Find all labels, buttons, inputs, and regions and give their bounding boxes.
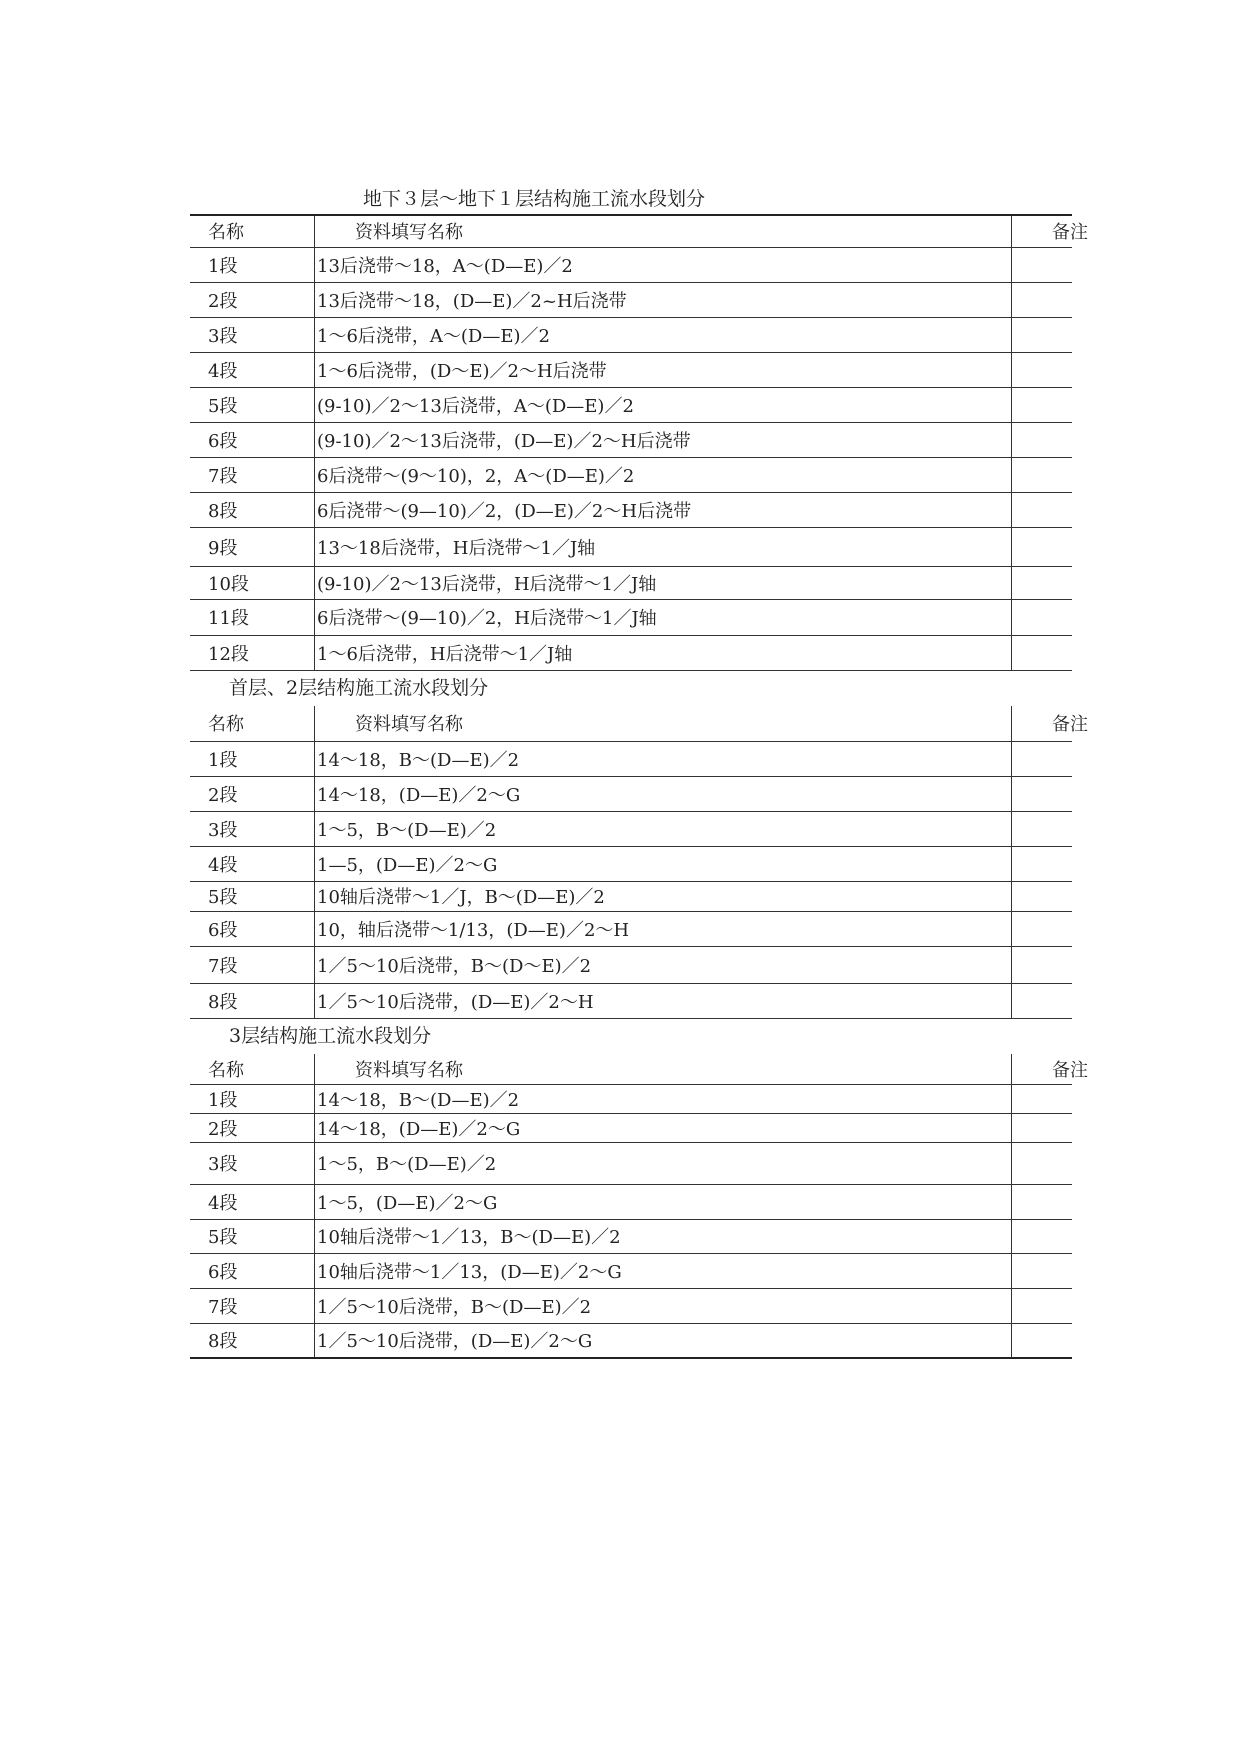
segment-table xyxy=(190,214,1088,671)
table-row xyxy=(190,776,1072,811)
segment-table xyxy=(190,706,1088,1019)
cell-name: 6段 xyxy=(190,911,315,946)
cell-name: 12段 xyxy=(190,635,315,670)
table-row xyxy=(190,457,1072,492)
table-row xyxy=(190,247,1072,282)
cell-desc: 10轴后浇带～1／J，B～(D—E)／2 xyxy=(315,881,1012,911)
table-row xyxy=(190,983,1072,1018)
cell-name: 8段 xyxy=(190,1323,315,1358)
cell-name: 5段 xyxy=(190,1219,315,1253)
cell-name: 8段 xyxy=(190,983,315,1018)
table-row xyxy=(190,282,1072,317)
table-row xyxy=(190,635,1072,670)
cell-note xyxy=(1012,599,1073,635)
cell-name: 7段 xyxy=(190,946,315,983)
table-row xyxy=(190,387,1072,422)
table-row xyxy=(190,911,1072,946)
table-row xyxy=(190,1253,1072,1288)
cell-note xyxy=(1012,881,1073,911)
cell-note xyxy=(1012,811,1073,846)
cell-name: 1段 xyxy=(190,247,315,282)
cell-desc: 10轴后浇带～1／13，B～(D—E)／2 xyxy=(315,1219,1012,1253)
cell-name: 2段 xyxy=(190,1113,315,1142)
header-name: 名称 xyxy=(190,706,315,741)
section-title: 3层结构施工流水段划分 xyxy=(229,1025,432,1047)
table-row xyxy=(190,317,1072,352)
table-row xyxy=(190,1288,1072,1323)
table-header-row xyxy=(190,1054,1072,1084)
cell-desc: 1～5，B～(D—E)／2 xyxy=(315,1142,1012,1184)
section-title: 地下３层～地下１层结构施工流水段划分 xyxy=(363,188,706,210)
table-row xyxy=(190,422,1072,457)
table-row xyxy=(190,741,1072,776)
cell-name: 3段 xyxy=(190,317,315,352)
table-row xyxy=(190,1219,1072,1253)
cell-name: 1段 xyxy=(190,1084,315,1113)
cell-desc: 6后浇带～(9—10)／2，(D—E)／2～H后浇带 xyxy=(315,492,1012,527)
table-row xyxy=(190,1113,1072,1142)
cell-note xyxy=(1012,317,1073,352)
cell-desc: (9-10)／2～13后浇带，H后浇带～1／J轴 xyxy=(315,566,1012,599)
cell-name: 5段 xyxy=(190,881,315,911)
table-row xyxy=(190,352,1072,387)
header-desc: 资料填写名称 xyxy=(315,706,1012,741)
section-title: 首层、2层结构施工流水段划分 xyxy=(229,677,489,699)
cell-note xyxy=(1012,946,1073,983)
cell-name: 7段 xyxy=(190,1288,315,1323)
cell-note xyxy=(1012,635,1073,670)
cell-desc: 10，轴后浇带～1/13，(D—E)／2～H xyxy=(315,911,1012,946)
header-note: 备注 xyxy=(1012,215,1073,247)
header-desc: 资料填写名称 xyxy=(315,215,1012,247)
cell-note xyxy=(1012,983,1073,1018)
cell-note xyxy=(1012,1323,1073,1358)
cell-note xyxy=(1012,1184,1073,1219)
cell-desc: 14～18，B～(D—E)／2 xyxy=(315,741,1012,776)
table-row xyxy=(190,566,1072,599)
cell-desc: 6后浇带～(9—10)／2，H后浇带～1／J轴 xyxy=(315,599,1012,635)
cell-desc: (9-10)／2～13后浇带，A～(D—E)／2 xyxy=(315,387,1012,422)
table-row xyxy=(190,527,1072,566)
cell-desc: 6后浇带～(9～10)，2，A～(D—E)／2 xyxy=(315,457,1012,492)
cell-note xyxy=(1012,492,1073,527)
cell-desc: 13后浇带～18，(D—E)／2~H后浇带 xyxy=(315,282,1012,317)
cell-note xyxy=(1012,741,1073,776)
cell-name: 4段 xyxy=(190,1184,315,1219)
cell-note xyxy=(1012,352,1073,387)
cell-name: 8段 xyxy=(190,492,315,527)
cell-note xyxy=(1012,457,1073,492)
cell-desc: 13后浇带～18，A～(D—E)／2 xyxy=(315,247,1012,282)
cell-desc: 1～6后浇带，(D～E)／2～H后浇带 xyxy=(315,352,1012,387)
cell-name: 5段 xyxy=(190,387,315,422)
cell-note xyxy=(1012,1142,1073,1184)
cell-note xyxy=(1012,527,1073,566)
cell-name: 4段 xyxy=(190,846,315,881)
cell-desc: 10轴后浇带～1／13，(D—E)／2～G xyxy=(315,1253,1012,1288)
cell-note xyxy=(1012,1253,1073,1288)
cell-desc: 13～18后浇带，H后浇带～1／J轴 xyxy=(315,527,1012,566)
cell-note xyxy=(1012,776,1073,811)
cell-desc: 14～18，B～(D—E)／2 xyxy=(315,1084,1012,1113)
cell-note xyxy=(1012,911,1073,946)
cell-note xyxy=(1012,422,1073,457)
cell-desc: (9-10)／2～13后浇带，(D—E)／2～H后浇带 xyxy=(315,422,1012,457)
cell-name: 7段 xyxy=(190,457,315,492)
table-row xyxy=(190,811,1072,846)
cell-desc: 1～6后浇带，H后浇带～1／J轴 xyxy=(315,635,1012,670)
cell-desc: 1／5～10后浇带，B～(D—E)／2 xyxy=(315,1288,1012,1323)
header-name: 名称 xyxy=(190,215,315,247)
table-row xyxy=(190,1142,1072,1184)
cell-name: 9段 xyxy=(190,527,315,566)
cell-desc: 14～18，(D—E)／2～G xyxy=(315,1113,1012,1142)
cell-desc: 1／5～10后浇带，(D—E)／2～G xyxy=(315,1323,1012,1358)
cell-name: 10段 xyxy=(190,566,315,599)
cell-desc: 1～5，B～(D—E)／2 xyxy=(315,811,1012,846)
header-name: 名称 xyxy=(190,1054,315,1084)
cell-note xyxy=(1012,566,1073,599)
cell-note xyxy=(1012,1219,1073,1253)
cell-desc: 1～5，(D—E)／2～G xyxy=(315,1184,1012,1219)
table-row xyxy=(190,492,1072,527)
table-header-row xyxy=(190,215,1072,247)
cell-note xyxy=(1012,1288,1073,1323)
cell-desc: 1／5～10后浇带，B～(D～E)／2 xyxy=(315,946,1012,983)
cell-desc: 14～18，(D—E)／2～G xyxy=(315,776,1012,811)
cell-desc: 1—5，(D—E)／2～G xyxy=(315,846,1012,881)
segment-table xyxy=(190,1054,1088,1359)
table-row xyxy=(190,1323,1072,1358)
cell-name: 6段 xyxy=(190,422,315,457)
cell-name: 11段 xyxy=(190,599,315,635)
cell-name: 6段 xyxy=(190,1253,315,1288)
table-row xyxy=(190,846,1072,881)
table-row xyxy=(190,1084,1072,1113)
cell-note xyxy=(1012,1113,1073,1142)
cell-desc: 1／5～10后浇带，(D—E)／2～H xyxy=(315,983,1012,1018)
cell-note xyxy=(1012,387,1073,422)
header-desc: 资料填写名称 xyxy=(315,1054,1012,1084)
table-row xyxy=(190,946,1072,983)
table-header-row xyxy=(190,706,1072,741)
cell-name: 1段 xyxy=(190,741,315,776)
cell-desc: 1～6后浇带，A～(D—E)／2 xyxy=(315,317,1012,352)
cell-note xyxy=(1012,846,1073,881)
cell-name: 2段 xyxy=(190,282,315,317)
cell-name: 3段 xyxy=(190,811,315,846)
cell-name: 3段 xyxy=(190,1142,315,1184)
table-row xyxy=(190,1184,1072,1219)
table-row xyxy=(190,881,1072,911)
cell-note xyxy=(1012,247,1073,282)
header-note: 备注 xyxy=(1012,1054,1073,1084)
header-note: 备注 xyxy=(1012,706,1073,741)
cell-note xyxy=(1012,1084,1073,1113)
table-row xyxy=(190,599,1072,635)
cell-name: 4段 xyxy=(190,352,315,387)
cell-note xyxy=(1012,282,1073,317)
cell-name: 2段 xyxy=(190,776,315,811)
